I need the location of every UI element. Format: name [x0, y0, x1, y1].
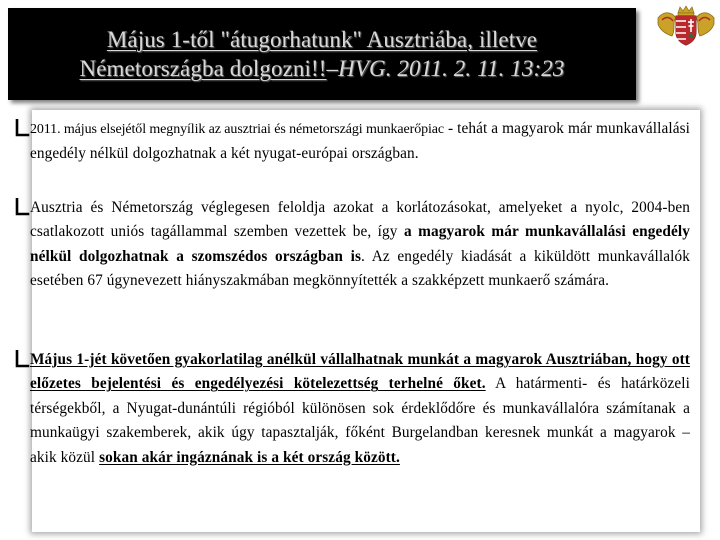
title-line-2 — [80, 54, 565, 83]
bullet-1-text-rest: - tehát a magyarok már munkavállalási engedély nélkül dolgozhatnak a két nyugat-európai országban. — [30, 120, 690, 163]
bullet-2-bold-text: a magyarok már munkavállalási engedély nélkül dolgozhatnak a szomszédos országban is — [30, 223, 690, 265]
bullet-item-2 — [30, 196, 690, 294]
title-line-1 — [107, 25, 537, 54]
bullet-item-1 — [30, 117, 690, 167]
bullet-2-text-3: . Az engedély kiadását a kiküldött munkavállalók esetében 67 úgynevezett hiányszakmában megkönnyítették a szakképzett munkaerő számára. — [30, 247, 690, 290]
title-part1: Május 1-től "átugorhatunk" Ausztriába, illetve — [106, 27, 538, 52]
l-shaped-bullet-icon — [14, 350, 34, 370]
bullet-3-bold-underlined-text: Május 1-jét követően gyakorlatilag anélkül vállalhatnak munkát a magyarok Ausztriában, hogy ott előzetes bejelentési és engedélyezési kötelezettség terhelné őket. — [30, 351, 690, 393]
bullet-1-text-start: 2011. május elsejétől megnyílik az ausztriai és németországi munkaerőpiac — [30, 122, 445, 137]
bullet-3-bold-underlined-end: sokan akár ingáznának is a két ország között. — [99, 448, 400, 466]
title-part2: Németországba dolgozni!! — [79, 56, 327, 81]
bullet-3-text-2: A határmenti- és határközeli térségekből, a Nyugat-dunántúli régióból különösen sok érdeklődőre és munkavállalóra számítanak a munkaügyi szakemberek, akik úgy tapasztalják, főként Burgelandban keresnek munkát a magyarok – akik közül — [30, 375, 691, 466]
l-shaped-bullet-icon — [14, 119, 34, 139]
bullet-2-text-1: Ausztria és Németország véglegesen feloldja azokat a korlátozásokat, amelyeket a nyolc, 2004-ben csatlakozott uniós tagállammal szemben vezettek be, így — [30, 199, 690, 241]
coat-of-arms-icon — [654, 4, 718, 48]
l-shaped-bullet-icon — [14, 198, 34, 218]
bullet-item-3 — [30, 348, 690, 470]
title-part3: –HVG. 2011. 2. 11. 13:23 — [326, 56, 565, 81]
title-box — [8, 8, 636, 100]
